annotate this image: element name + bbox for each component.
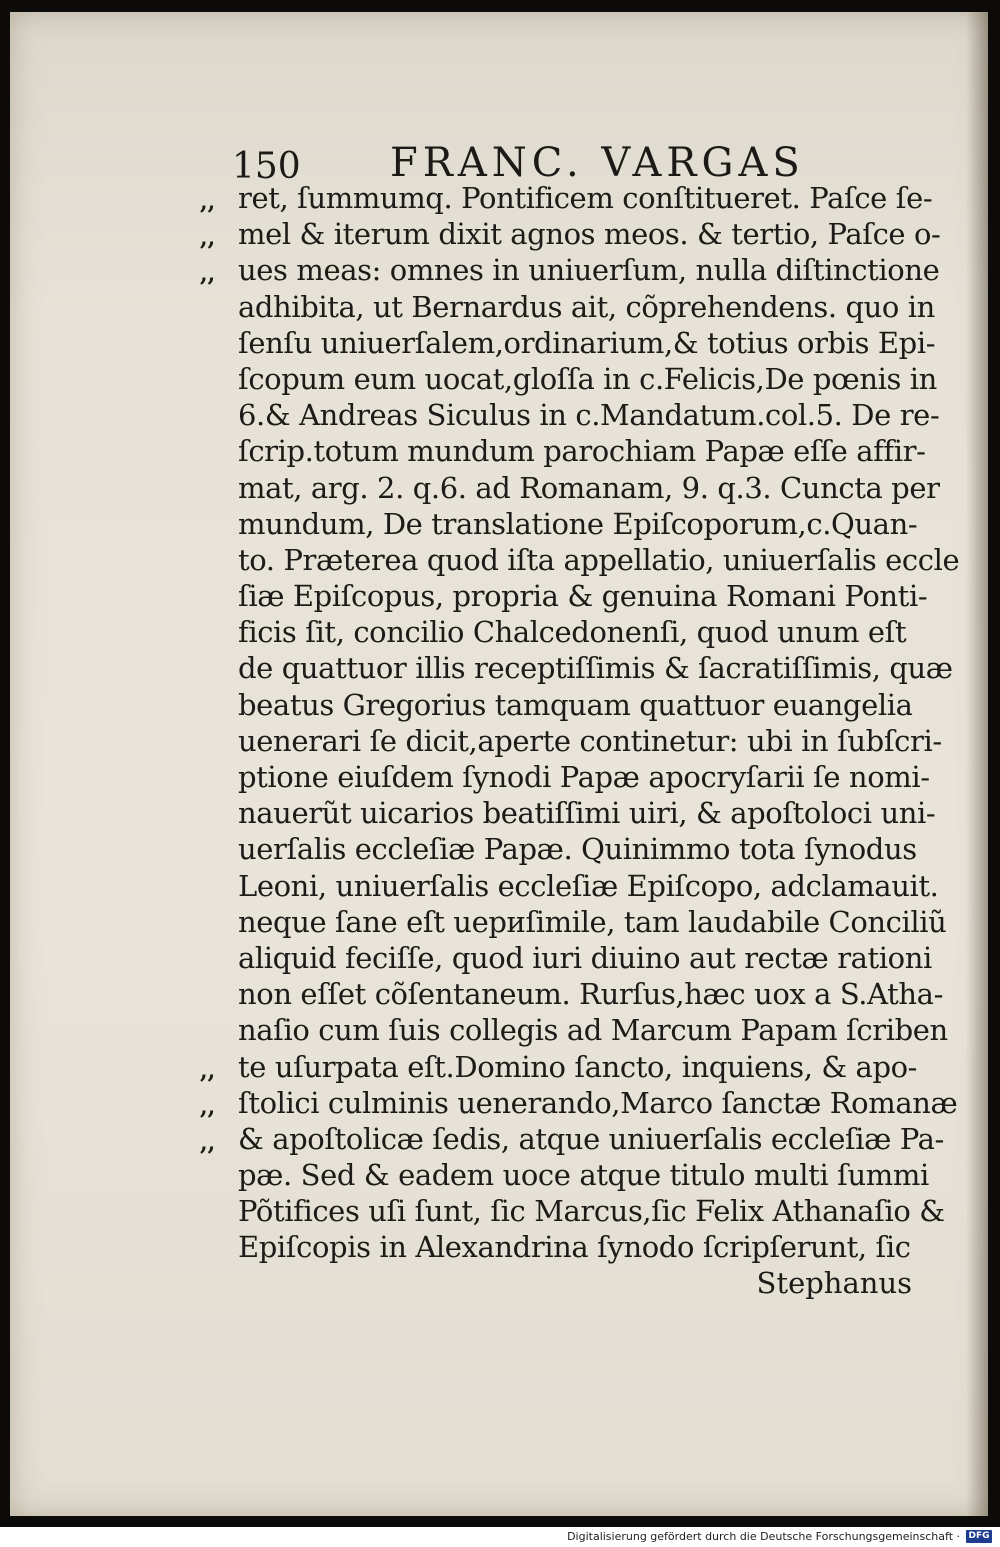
- line-text: beatus Gregorius tamquam quattuor euangelia: [238, 687, 913, 722]
- quotation-mark: ,,: [200, 1129, 216, 1156]
- line-text: ſtolici culminis uenerando,Marco ſanctæ Romanæ: [238, 1085, 958, 1120]
- line-text: uenerari ſe dicit,aperte continetur: ubi in ſubſcri-: [238, 723, 942, 758]
- line-text: adhibita, ut Bernardus ait, cõprehendens. quo in: [238, 289, 935, 324]
- line-text: & apoſtolicæ ſedis, atque uniuerſalis eccleſiæ Pa-: [238, 1121, 944, 1156]
- line-text: Epiſcopis in Alexandrina ſynodo ſcripſerunt, ſic: [238, 1230, 911, 1265]
- quotation-mark: ,,: [200, 189, 216, 215]
- line-text: ues meas: omnes in uniuerſum, nulla diſtinctione: [238, 253, 940, 288]
- digitization-credit: Digitalisierung gefördert durch die Deutsche Forschungsgemeinschaft ·: [567, 1530, 960, 1543]
- text-line: [200, 904, 947, 940]
- text-line: [200, 1049, 920, 1085]
- text-line: [200, 1012, 948, 1048]
- line-text: 6.& Andreas Siculus in c.Mandatum.col.5. De re-: [238, 398, 940, 433]
- text-line: [200, 361, 937, 397]
- line-text: uerſalis eccleſiæ Papæ. Quinimmo tota ſynodus: [238, 832, 917, 867]
- text-line: [200, 180, 933, 216]
- line-text: pæ. Sed & eadem uoce atque titulo multi ſummi: [238, 1158, 929, 1193]
- line-text: neque ſane eſt uериſimile, tam laudabile Conciliũ: [238, 904, 947, 939]
- line-text: mat, arg. 2. q.6. ad Romanam, 9. q.3. Cuncta per: [238, 470, 940, 505]
- dfg-logo: DFG: [966, 1530, 992, 1543]
- text-line: [200, 433, 926, 469]
- quotation-mark: ,,: [200, 1057, 216, 1084]
- text-line: [200, 1229, 920, 1265]
- text-line: [200, 470, 940, 506]
- line-text: to. Præterea quod iſta appellatio, uniuerſalis eccle: [238, 542, 960, 577]
- line-text: de quattuor illis receptiſſimis & ſacratiſſimis, quæ: [238, 651, 953, 686]
- line-text: ptione eiuſdem ſynodi Papæ apocryſarii ſe nomi-: [238, 760, 930, 794]
- line-text: aliquid feciſſe, quod iuri diuino aut rectæ rationi: [238, 940, 932, 975]
- line-text: ſenſu uniuerſalem,ordinarium,& totius orbis Epi-: [238, 325, 936, 360]
- text-line: [200, 868, 939, 904]
- text-line: [200, 542, 960, 578]
- text-line: [200, 723, 942, 759]
- line-text: naſio cum ſuis collegis ad Marcum Papam ſcriben: [238, 1013, 948, 1048]
- catchword-row: [200, 1266, 920, 1306]
- footer: [0, 1527, 1000, 1547]
- line-text: ſcrip.totum mundum parochiam Papæ eſſe affir-: [238, 434, 926, 469]
- line-text: non eſſet cõſentaneum. Rurſus,hæc uox a S.Atha-: [238, 977, 943, 1012]
- text-line: [200, 759, 930, 795]
- text-line: [200, 976, 943, 1012]
- text-line: [200, 397, 940, 433]
- line-text: ſcopum eum uocat,gloſſa in c.Felicis,De pœnis in: [238, 361, 937, 396]
- text-line: [200, 216, 941, 252]
- text-line: [200, 940, 932, 976]
- text-line: [200, 578, 928, 614]
- line-text: Põtifices uſi ſunt, ſic Marcus,ſic Felix Athanaſio &: [238, 1194, 945, 1229]
- text-line: [200, 325, 936, 361]
- line-text: Leoni, uniuerſalis eccleſiæ Epiſcopo, adclamauit.: [238, 868, 939, 903]
- line-text: ret, ſummumq. Pontificem conſtitueret. Paſce ſe-: [238, 181, 933, 215]
- line-text: mundum, De translatione Epiſcoporum,c.Quan-: [238, 506, 918, 541]
- text-line: [200, 1193, 945, 1229]
- line-text: ficis ſit, concilio Chalcedonenſi, quod unum eſt: [238, 615, 907, 650]
- text-line: [200, 1085, 958, 1121]
- text-line: [200, 650, 953, 686]
- text-line: [200, 506, 920, 542]
- catchword: Stephanus: [756, 1265, 912, 1300]
- quotation-mark: ,,: [200, 1093, 216, 1120]
- page-number: 150: [232, 146, 301, 187]
- line-text: te uſurpata eſt.Domino ſancto, inquiens, & apo-: [238, 1049, 918, 1084]
- line-text: mel & iterum dixit agnos meos. & tertio, Paſce o-: [238, 217, 941, 252]
- text-line: [200, 289, 935, 325]
- text-line: [200, 1121, 944, 1157]
- text-line: [200, 614, 920, 650]
- running-head: FRANC. VARGAS: [390, 140, 805, 186]
- text-line: [200, 252, 940, 288]
- text-line: [200, 1157, 929, 1193]
- line-text: ſiæ Epiſcopus, propria & genuina Romani Ponti-: [238, 579, 928, 614]
- quotation-mark: ,,: [200, 261, 216, 288]
- book-page: [10, 12, 988, 1516]
- line-text: nauerũt uicarios beatiſſimi uiri, & apoſtoloci uni-: [238, 796, 936, 831]
- body-text: [200, 180, 960, 1306]
- quotation-mark: ,,: [200, 225, 216, 252]
- text-line: [200, 687, 920, 723]
- text-line: [200, 831, 920, 867]
- text-line: [200, 795, 936, 831]
